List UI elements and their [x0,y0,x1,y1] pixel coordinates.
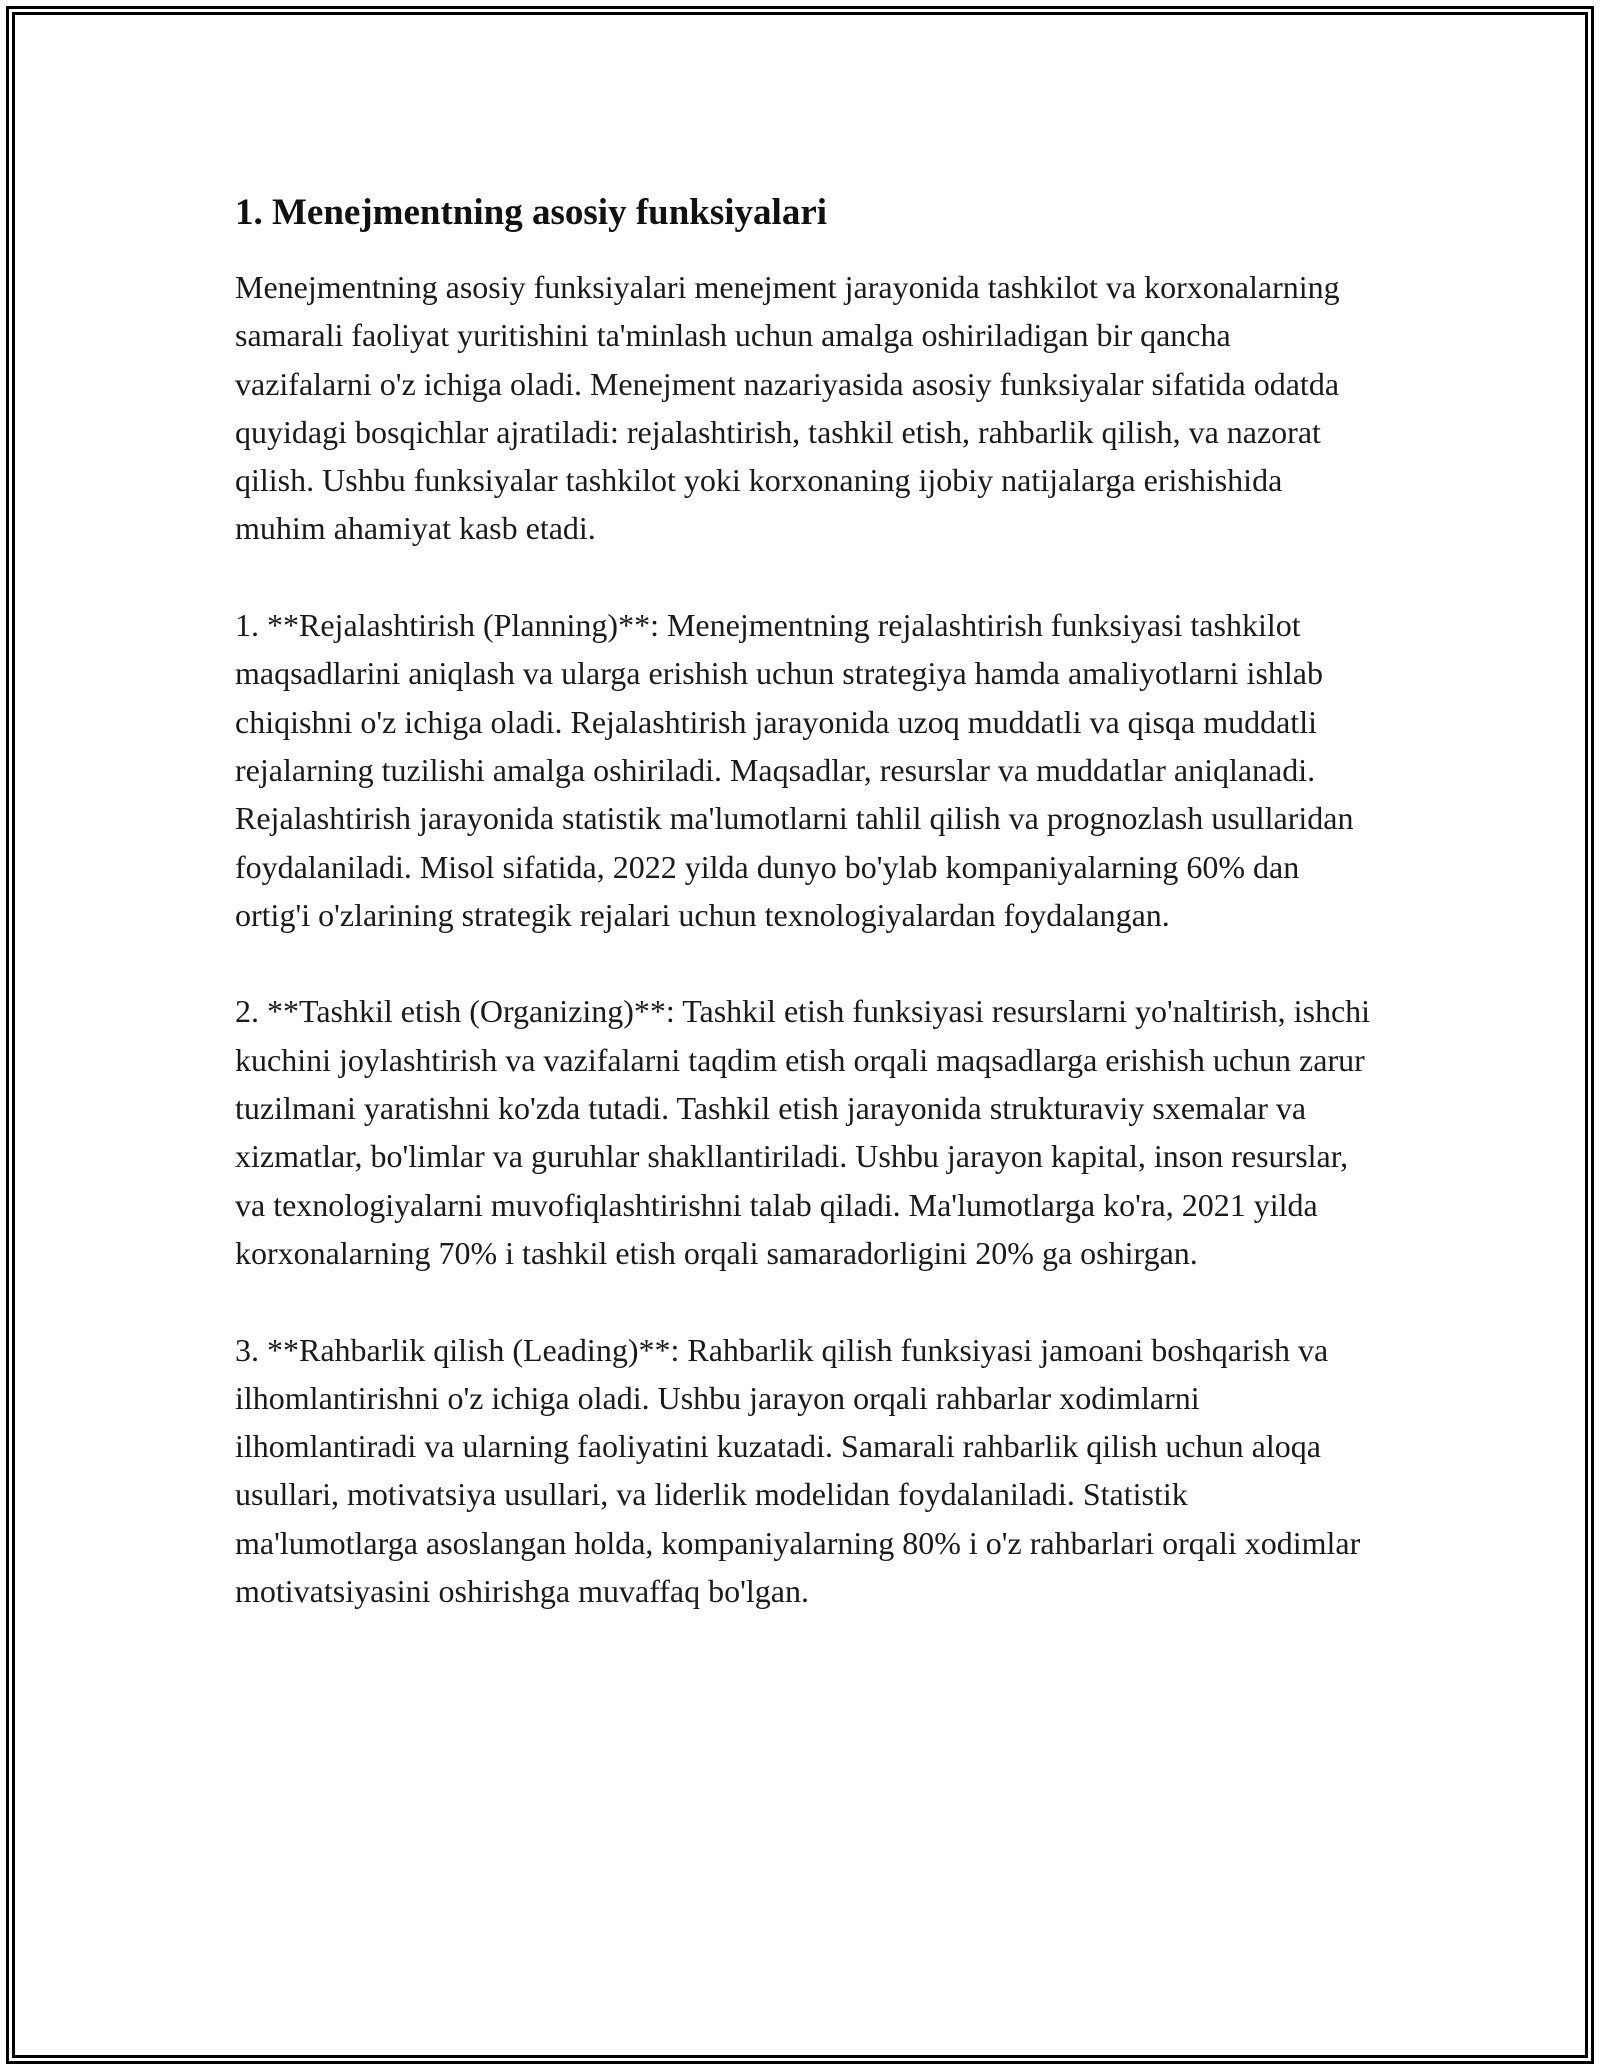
leading-paragraph: 3. **Rahbarlik qilish (Leading)**: Rahbarlik qilish funksiyasi jamoani boshqarish va ilhomlantirishni o'z ichiga oladi. Ushbu jarayon orqali rahbarlar xodimlarni ilhomlantiradi va ularning faoliyatini kuzatadi. Samarali rahbarlik qilish uchun aloqa usullari, motivatsiya usullari, va liderlik modelidan foydalaniladi. Statistik ma'lumotlarga asoslangan holda, kompaniyalarning 80% i o'z rahbarlari orqali xodimlar motivatsiyasini oshirishga muvaffaq bo'lgan. [235,1331,1361,1610]
planning-paragraph: 1. **Rejalashtirish (Planning)**: Menejmentning rejalashtirish funksiyasi tashkilot maqsadlarini aniqlash va ularga erishish uchun strategiya hamda amaliyotlarni ishlab chiqishni o'z ichiga oladi. Rejalashtirish jarayonida uzoq muddatli va qisqa muddatli rejalarning tuzilishi amalga oshiriladi. Maqsadlar, resurslar va muddatlar aniqlanadi. Rejalashtirish jarayonida statistik ma'lumotlarni tahlil qilish va prognozlash usullaridan foydalaniladi. Misol sifatida, 2022 yilda dunyo bo'ylab kompaniyalarning 60% dan ortig'i o'zlarining strategik rejalari uchun texnologiyalardan foydalangan. [235,607,1354,933]
document-title: 1. Menejmentning asosiy funksiyalari [235,192,828,233]
document-body [235,185,1375,1664]
organizing-paragraph: 2. **Tashkil etish (Organizing)**: Tashkil etish funksiyasi resurslarni yo'naltirish, ishchi kuchini joylashtirish va vazifalarni taqdim etish orqali maqsadlarga erishish uchun zarur tuzilmani yaratishni ko'zda tutadi. Tashkil etish jarayonida strukturaviy sxemalar va xizmatlar, bo'limlar va guruhlar shakllantiriladi. Ushbu jarayon kapital, inson resurslar, va texnologiyalarni muvofiqlashtirishni talab qiladi. Ma'lumotlarga ko'ra, 2021 yilda korxonalarning 70% i tashkil etish orqali samaradorligini 20% ga oshirgan. [235,993,1371,1271]
intro-paragraph: Menejmentning asosiy funksiyalari menejment jarayonida tashkilot va korxonalarning samarali faoliyat yuritishini ta'minlash uchun amalga oshiriladigan bir qancha vazifalarni o'z ichiga oladi. Menejment nazariyasida asosiy funksiyalar sifatida odatda quyidagi bosqichlar ajratiladi: rejalashtirish, tashkil etish, rahbarlik qilish, va nazorat qilish. Ushbu funksiyalar tashkilot yoki korxonaning ijobiy natijalarga erishishida muhim ahamiyat kasb etadi. [235,269,1340,547]
